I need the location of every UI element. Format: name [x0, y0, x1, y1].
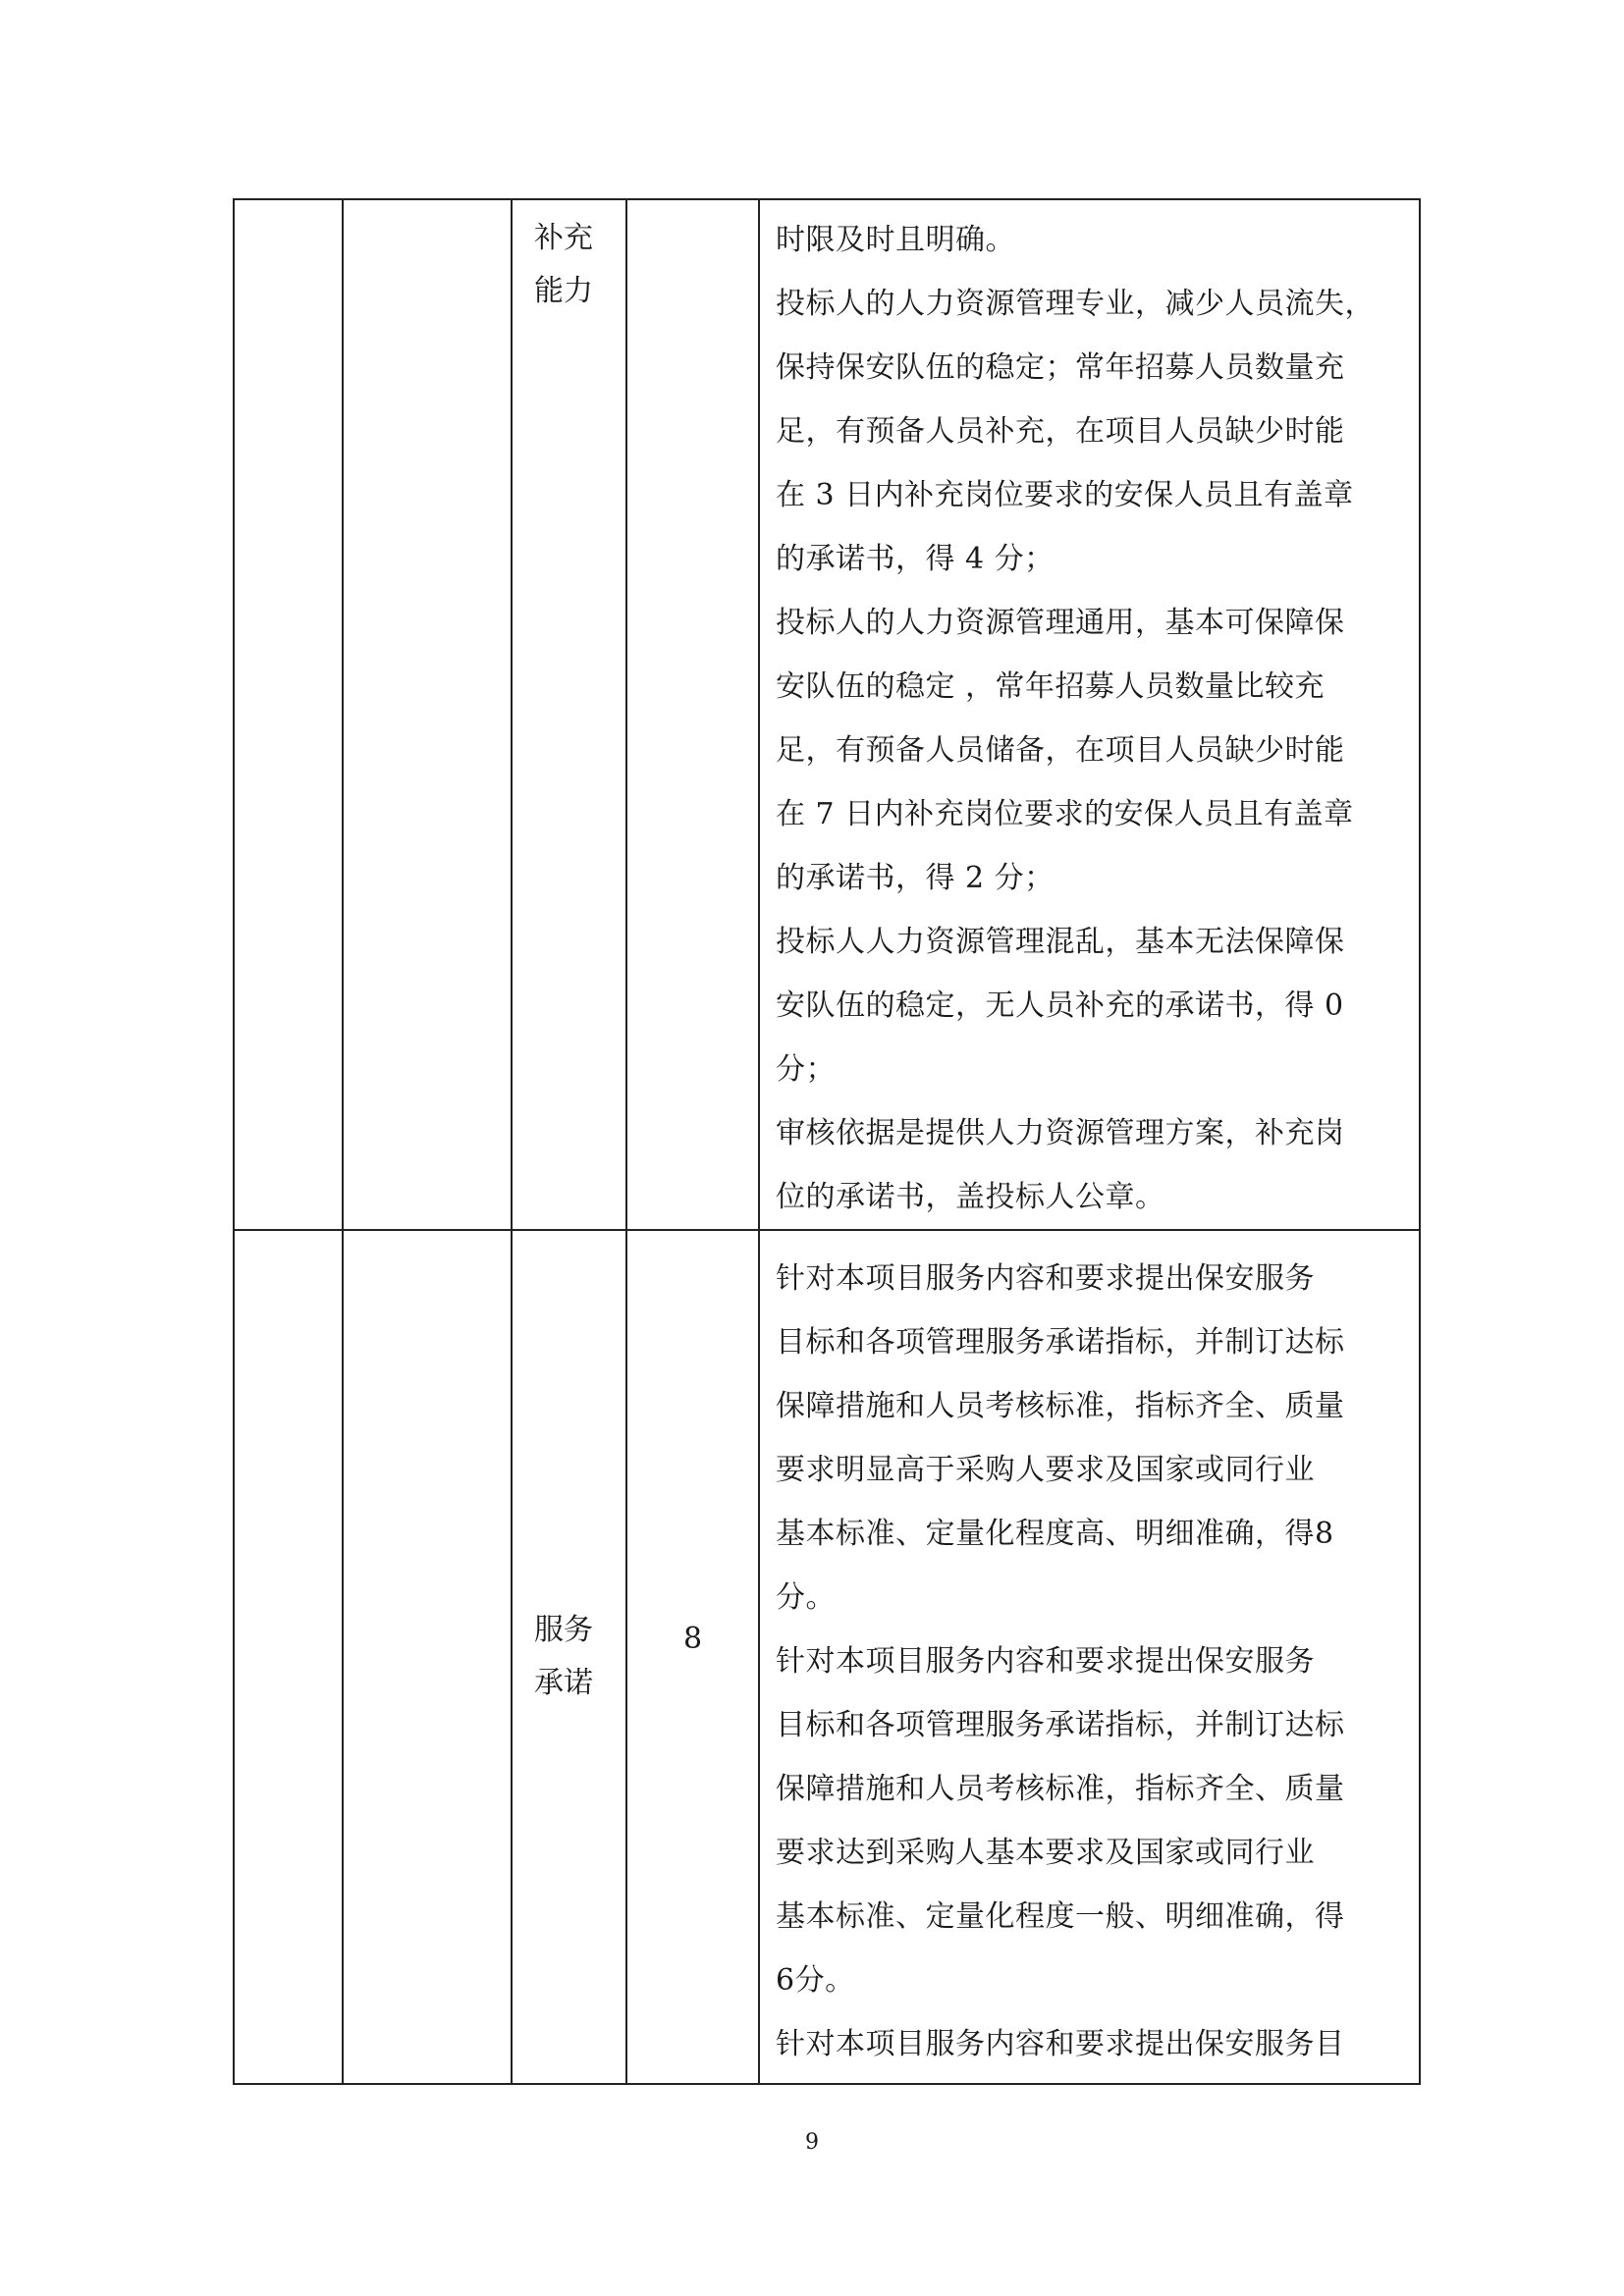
description-line: 安队伍的稳定，无人员补充的承诺书，得 0: [776, 988, 1344, 1023]
description-line: 目标和各项管理服务承诺指标，并制订达标: [776, 1708, 1345, 1742]
description-line: 投标人的人力资源管理通用，基本可保障保: [776, 606, 1345, 640]
description-line: 在 3 日内补充岗位要求的安保人员且有盖章: [776, 478, 1354, 512]
description-line: 足，有预备人员储备，在项目人员缺少时能: [776, 733, 1345, 768]
criterion-description: [759, 199, 1420, 1230]
criterion-label-line: 服务: [534, 1613, 593, 1647]
empty-cell: [234, 199, 343, 1230]
scoring-table: [233, 198, 1421, 2085]
description-line: 针对本项目服务内容和要求提出保安服务: [776, 1644, 1315, 1679]
description-line: 目标和各项管理服务承诺指标，并制订达标: [776, 1325, 1345, 1360]
description-line: 保障措施和人员考核标准，指标齐全、质量: [776, 1389, 1345, 1423]
description-line: 基本标准、定量化程度高、明细准确，得8: [776, 1517, 1334, 1551]
description-line: 分。: [776, 1580, 836, 1615]
description-line: 针对本项目服务内容和要求提出保安服务: [776, 1261, 1315, 1296]
table-row: [234, 1230, 1420, 2084]
description-line: 投标人人力资源管理混乱，基本无法保障保: [776, 925, 1345, 959]
score-cell: [626, 199, 759, 1230]
criterion-label-line: 承诺: [534, 1666, 593, 1700]
description-line: 的承诺书，得 4 分；: [776, 542, 1055, 576]
description-line: 要求达到采购人基本要求及国家或同行业: [776, 1836, 1315, 1870]
page-number: 9: [805, 2130, 819, 2155]
description-line: 针对本项目服务内容和要求提出保安服务目: [776, 2027, 1345, 2061]
description-line: 在 7 日内补充岗位要求的安保人员且有盖章: [776, 797, 1354, 831]
empty-cell: [234, 1230, 343, 2084]
table-row: [234, 199, 1420, 1230]
criterion-label: [512, 1230, 626, 2084]
description-line: 位的承诺书，盖投标人公章。: [776, 1180, 1165, 1214]
criterion-label-line: 能力: [534, 274, 593, 308]
description-line: 分；: [776, 1052, 836, 1087]
description-line: 安队伍的稳定 ，常年招募人员数量比较充: [776, 669, 1326, 704]
empty-cell: [343, 199, 512, 1230]
criterion-description: [759, 1230, 1420, 2084]
description-line: 足，有预备人员补充，在项目人员缺少时能: [776, 414, 1345, 449]
description-line: 保障措施和人员考核标准，指标齐全、质量: [776, 1772, 1345, 1806]
description-line: 保持保安队伍的稳定；常年招募人员数量充: [776, 350, 1345, 385]
criterion-label-line: 补充: [534, 221, 593, 255]
empty-cell: [343, 1230, 512, 2084]
description-line: 时限及时且明确。: [776, 223, 1015, 257]
description-line: 基本标准、定量化程度一般、明细准确，得: [776, 1899, 1345, 1934]
description-line: 要求明显高于采购人要求及国家或同行业: [776, 1453, 1315, 1487]
description-line: 投标人的人力资源管理专业，减少人员流失，: [776, 287, 1375, 321]
description-line: 6分。: [776, 1963, 855, 1998]
criterion-label: [512, 199, 626, 1230]
description-line: 的承诺书，得 2 分；: [776, 861, 1055, 895]
score-cell: 8: [626, 1230, 759, 2084]
description-line: 审核依据是提供人力资源管理方案，补充岗: [776, 1116, 1345, 1150]
